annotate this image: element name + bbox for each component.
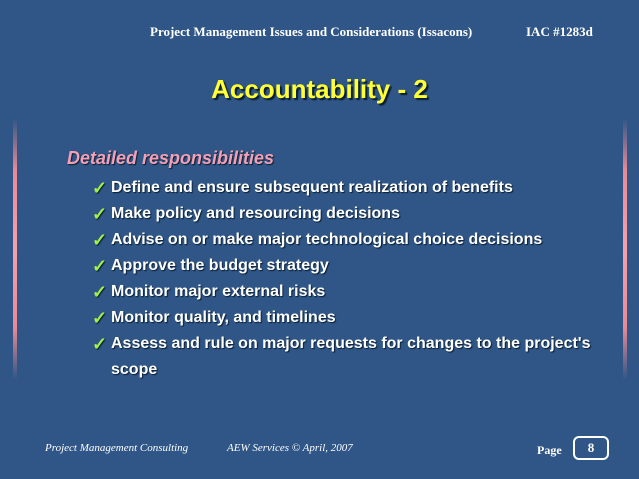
list-item-text: Approve the budget strategy <box>111 257 329 274</box>
checkmark-icon: ✓ <box>92 256 108 276</box>
list-item <box>92 331 592 383</box>
header-course-title: Project Management Issues and Considerations (Issacons) <box>150 24 473 39</box>
right-decorative-bar <box>623 118 627 380</box>
footer-company: Project Management Consulting <box>45 442 189 454</box>
list-item <box>92 201 592 227</box>
list-item <box>92 279 592 305</box>
section-heading: Detailed responsibilities <box>67 148 275 168</box>
checkmark-icon: ✓ <box>92 282 108 302</box>
list-item <box>92 253 592 279</box>
checkmark-icon: ✓ <box>92 308 108 328</box>
checkmark-icon: ✓ <box>92 178 108 198</box>
checkmark-icon: ✓ <box>92 230 108 250</box>
checkmark-icon: ✓ <box>92 204 108 224</box>
footer-copyright: AEW Services © April, 2007 <box>227 442 353 454</box>
list-item-text: Monitor quality, and timelines <box>111 309 336 326</box>
list-item-text: Define and ensure subsequent realization of benefits <box>111 179 513 196</box>
list-item-text: Assess and rule on major requests for changes to the project's scope <box>111 335 591 378</box>
list-item-text: Monitor major external risks <box>111 283 326 300</box>
page-label: Page <box>537 443 562 457</box>
page-number-badge: 8 <box>573 436 609 460</box>
list-item <box>92 305 592 331</box>
left-decorative-bar <box>13 118 17 380</box>
list-item-text: Make policy and resourcing decisions <box>111 205 400 222</box>
list-item-text: Advise on or make major technological choice decisions <box>111 231 543 248</box>
responsibilities-list <box>92 175 592 383</box>
list-item <box>92 175 592 201</box>
checkmark-icon: ✓ <box>92 334 108 354</box>
header-course-code: IAC #1283d <box>526 24 593 39</box>
list-item <box>92 227 592 253</box>
slide-title: Accountability - 2 <box>211 74 428 104</box>
